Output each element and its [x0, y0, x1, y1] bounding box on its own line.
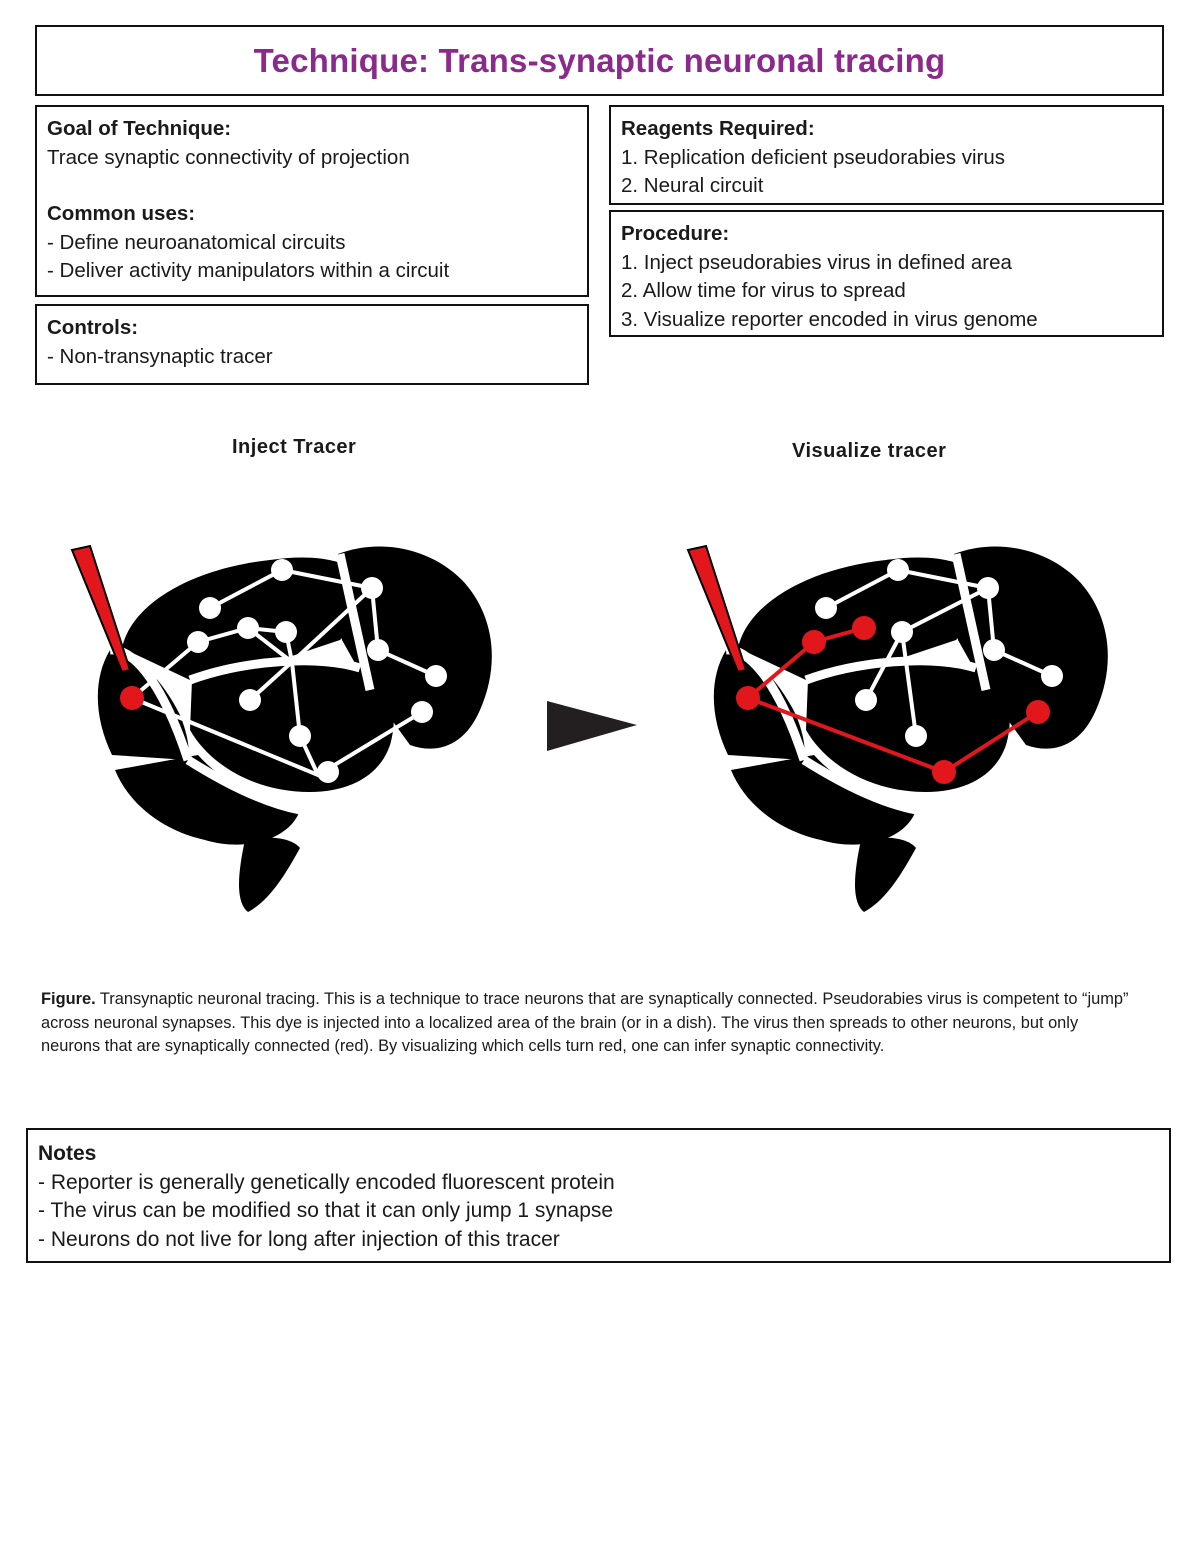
visualize-tracer-label: Visualize tracer [792, 440, 947, 462]
figure-caption [41, 988, 1141, 1059]
notes-item: - The virus can be modified so that it can only jump 1 synapse [38, 1199, 614, 1222]
neuron-node [237, 617, 259, 639]
notes-heading: Notes [38, 1142, 97, 1165]
neuron-node [1026, 700, 1050, 724]
notes-panel [26, 1128, 1171, 1263]
reagents-item: 2. Neural circuit [621, 174, 764, 197]
reagents-heading: Reagents Required: [621, 117, 815, 140]
controls-panel [35, 304, 589, 385]
neuron-node [289, 725, 311, 747]
goal-text: Trace synaptic connectivity of projection [47, 145, 410, 169]
neuron-node [736, 686, 760, 710]
controls-heading: Controls: [47, 316, 139, 339]
title-box [35, 25, 1164, 96]
goal-heading: Goal of Technique: [47, 117, 232, 140]
procedure-heading: Procedure: [621, 222, 730, 245]
uses-item: - Deliver activity manipulators within a circuit [47, 259, 450, 282]
neuron-node [367, 639, 389, 661]
neuron-node [932, 760, 956, 784]
injection-needle [688, 546, 746, 672]
neuron-node [802, 630, 826, 654]
neuron-node [411, 701, 433, 723]
procedure-item: 2. Allow time for virus to spread [621, 279, 906, 302]
neuron-node [855, 689, 877, 711]
controls-item: - Non-transynaptic tracer [47, 344, 273, 368]
notes-item: - Reporter is generally genetically encoded fluorescent protein [38, 1170, 615, 1194]
brain-left-illustration [70, 540, 510, 920]
procedure-panel [609, 210, 1164, 337]
caption-lead: Figure. [41, 990, 96, 1008]
neuron-node [317, 761, 339, 783]
neuron-node [361, 577, 383, 599]
neuron-node [815, 597, 837, 619]
neuron-node [977, 577, 999, 599]
uses-heading: Common uses: [47, 202, 196, 225]
caption-text: Transynaptic neuronal tracing. This is a technique to trace neurons that are synaptically connected. Pseudorabies virus is competent to “jump” across neuronal synapses. This dye is injected into a localized area of the brain (or in a dish). The virus then spreads to other neurons, but only neurons that are synaptically connected (red). By visualizing which cells turn red, one can infer synaptic connectivity. [41, 990, 1129, 1055]
neuron-node [239, 689, 261, 711]
notes-item: - Neurons do not live for long after injection of this tracer [38, 1227, 560, 1251]
page-title: Technique: Trans-synaptic neuronal tracing [253, 41, 946, 79]
procedure-item: 3. Visualize reporter encoded in virus genome [621, 307, 1038, 331]
reagents-item: 1. Replication deficient pseudorabies virus [621, 145, 1006, 169]
neuron-node [275, 621, 297, 643]
neuron-node [199, 597, 221, 619]
neuron-node [983, 639, 1005, 661]
neuron-node [905, 725, 927, 747]
goal-panel [35, 105, 589, 297]
neuron-node [425, 665, 447, 687]
procedure-item: 1. Inject pseudorabies virus in defined area [621, 250, 1012, 274]
inject-tracer-label: Inject Tracer [232, 436, 357, 458]
progress-arrow-icon [543, 697, 643, 757]
neuron-node [187, 631, 209, 653]
neuron-node [271, 559, 293, 581]
neuron-node [852, 616, 876, 640]
reagents-panel [609, 105, 1164, 205]
neuron-node [1041, 665, 1063, 687]
neuron-node [887, 559, 909, 581]
uses-item: - Define neuroanatomical circuits [47, 230, 346, 254]
neuron-node [891, 621, 913, 643]
injection-needle [72, 546, 130, 672]
brain-right-illustration [686, 540, 1126, 920]
neuron-node [120, 686, 144, 710]
